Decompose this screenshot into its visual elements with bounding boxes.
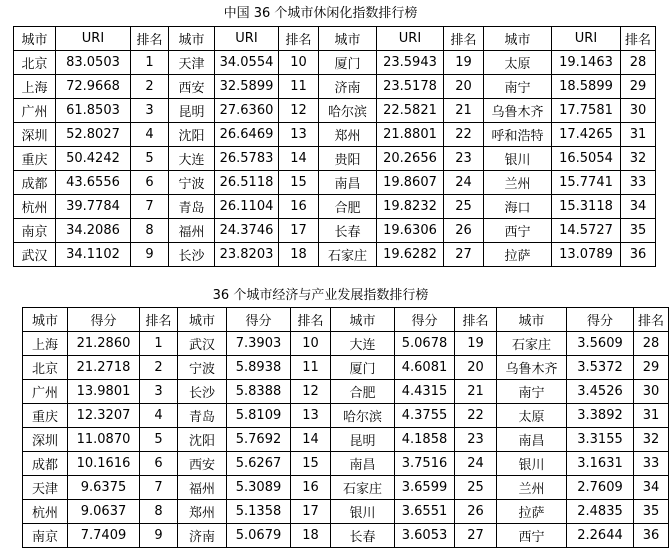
city-cell: 南宁 xyxy=(484,75,552,99)
column-header: 得分 xyxy=(395,308,455,332)
city-cell: 南昌 xyxy=(319,171,377,195)
city-cell: 深圳 xyxy=(14,123,56,147)
table-row xyxy=(14,51,656,75)
score-cell: 13.0789 xyxy=(552,243,621,267)
score-cell: 5.0679 xyxy=(227,524,291,548)
city-cell: 天津 xyxy=(169,51,215,75)
column-header: 城市 xyxy=(331,308,395,332)
column-header: 排名 xyxy=(634,308,669,332)
score-cell: 19.8607 xyxy=(377,171,444,195)
city-cell: 西安 xyxy=(178,452,227,476)
city-cell: 杭州 xyxy=(23,500,68,524)
rank-cell: 8 xyxy=(140,500,178,524)
column-header: 得分 xyxy=(68,308,140,332)
city-cell: 合肥 xyxy=(331,380,395,404)
score-cell: 10.1616 xyxy=(68,452,140,476)
score-cell: 43.6556 xyxy=(56,171,131,195)
city-cell: 长沙 xyxy=(178,380,227,404)
score-cell: 26.6469 xyxy=(215,123,279,147)
column-header: 得分 xyxy=(567,308,634,332)
rank-cell: 7 xyxy=(131,195,169,219)
table-row xyxy=(23,524,669,548)
city-cell: 郑州 xyxy=(178,500,227,524)
score-cell: 2.7609 xyxy=(567,476,634,500)
score-cell: 3.4526 xyxy=(567,380,634,404)
city-cell: 深圳 xyxy=(23,428,68,452)
city-cell: 武汉 xyxy=(178,332,227,356)
city-cell: 北京 xyxy=(23,356,68,380)
city-cell: 福州 xyxy=(169,219,215,243)
column-header: 城市 xyxy=(484,27,552,51)
rank-cell: 13 xyxy=(279,123,319,147)
rank-cell: 17 xyxy=(291,500,331,524)
city-cell: 昆明 xyxy=(169,99,215,123)
score-cell: 5.8938 xyxy=(227,356,291,380)
column-header: 排名 xyxy=(621,27,656,51)
rank-cell: 18 xyxy=(279,243,319,267)
rank-cell: 11 xyxy=(291,356,331,380)
score-cell: 4.3755 xyxy=(395,404,455,428)
rank-cell: 27 xyxy=(444,243,484,267)
rank-cell: 36 xyxy=(634,524,669,548)
score-cell: 72.9668 xyxy=(56,75,131,99)
table-row xyxy=(14,75,656,99)
rank-cell: 25 xyxy=(444,195,484,219)
rank-cell: 15 xyxy=(291,452,331,476)
table-row xyxy=(14,99,656,123)
score-cell: 5.8388 xyxy=(227,380,291,404)
city-cell: 重庆 xyxy=(23,404,68,428)
score-cell: 21.2860 xyxy=(68,332,140,356)
score-cell: 20.2656 xyxy=(377,147,444,171)
city-cell: 大连 xyxy=(169,147,215,171)
city-cell: 哈尔滨 xyxy=(331,404,395,428)
city-cell: 西安 xyxy=(169,75,215,99)
rank-cell: 10 xyxy=(279,51,319,75)
rank-cell: 26 xyxy=(455,500,497,524)
rank-cell: 17 xyxy=(279,219,319,243)
column-header: URI xyxy=(552,27,621,51)
city-cell: 哈尔滨 xyxy=(319,99,377,123)
score-cell: 9.0637 xyxy=(68,500,140,524)
city-cell: 乌鲁木齐 xyxy=(484,99,552,123)
city-cell: 青岛 xyxy=(178,404,227,428)
city-cell: 宁波 xyxy=(169,171,215,195)
city-cell: 太原 xyxy=(484,51,552,75)
column-header: 城市 xyxy=(169,27,215,51)
city-cell: 拉萨 xyxy=(484,243,552,267)
city-cell: 长沙 xyxy=(169,243,215,267)
table-row xyxy=(23,476,669,500)
column-header: URI xyxy=(56,27,131,51)
rank-cell: 24 xyxy=(444,171,484,195)
rank-cell: 34 xyxy=(634,476,669,500)
city-cell: 石家庄 xyxy=(331,476,395,500)
city-cell: 成都 xyxy=(23,452,68,476)
rank-cell: 6 xyxy=(140,452,178,476)
column-header: 排名 xyxy=(291,308,331,332)
rank-cell: 32 xyxy=(621,147,656,171)
rank-cell: 19 xyxy=(444,51,484,75)
score-cell: 23.8203 xyxy=(215,243,279,267)
rank-cell: 30 xyxy=(621,99,656,123)
score-cell: 2.2644 xyxy=(567,524,634,548)
table-row xyxy=(14,147,656,171)
score-cell: 9.6375 xyxy=(68,476,140,500)
table-row xyxy=(23,332,669,356)
rank-cell: 32 xyxy=(634,428,669,452)
city-cell: 上海 xyxy=(23,332,68,356)
city-cell: 济南 xyxy=(319,75,377,99)
city-cell: 银川 xyxy=(497,452,567,476)
score-cell: 4.1858 xyxy=(395,428,455,452)
city-cell: 济南 xyxy=(178,524,227,548)
table-row xyxy=(23,404,669,428)
city-cell: 广州 xyxy=(23,380,68,404)
score-cell: 3.3155 xyxy=(567,428,634,452)
score-cell: 4.6081 xyxy=(395,356,455,380)
rank-cell: 6 xyxy=(131,171,169,195)
city-cell: 成都 xyxy=(14,171,56,195)
score-cell: 24.3746 xyxy=(215,219,279,243)
score-cell: 34.2086 xyxy=(56,219,131,243)
score-cell: 5.7692 xyxy=(227,428,291,452)
rank-cell: 12 xyxy=(279,99,319,123)
score-cell: 19.8232 xyxy=(377,195,444,219)
score-cell: 15.3118 xyxy=(552,195,621,219)
rank-cell: 25 xyxy=(455,476,497,500)
rank-cell: 14 xyxy=(279,147,319,171)
rank-cell: 30 xyxy=(634,380,669,404)
city-cell: 上海 xyxy=(14,75,56,99)
city-cell: 沈阳 xyxy=(178,428,227,452)
rank-cell: 9 xyxy=(131,243,169,267)
score-cell: 32.5899 xyxy=(215,75,279,99)
score-cell: 15.7741 xyxy=(552,171,621,195)
rank-cell: 16 xyxy=(291,476,331,500)
rank-cell: 31 xyxy=(621,123,656,147)
score-cell: 34.1102 xyxy=(56,243,131,267)
column-header: URI xyxy=(377,27,444,51)
rank-cell: 29 xyxy=(634,356,669,380)
column-header: 排名 xyxy=(279,27,319,51)
rank-cell: 31 xyxy=(634,404,669,428)
score-cell: 3.1631 xyxy=(567,452,634,476)
city-cell: 沈阳 xyxy=(169,123,215,147)
city-cell: 广州 xyxy=(14,99,56,123)
score-cell: 7.3903 xyxy=(227,332,291,356)
score-cell: 5.8109 xyxy=(227,404,291,428)
score-cell: 2.4835 xyxy=(567,500,634,524)
score-cell: 39.7784 xyxy=(56,195,131,219)
header-row xyxy=(14,27,656,51)
table2-title: 36 个城市经济与产业发展指数排行榜 xyxy=(212,288,429,303)
rank-cell: 4 xyxy=(140,404,178,428)
score-cell: 19.6306 xyxy=(377,219,444,243)
column-header: 城市 xyxy=(497,308,567,332)
rank-cell: 29 xyxy=(621,75,656,99)
score-cell: 4.4315 xyxy=(395,380,455,404)
rank-cell: 22 xyxy=(444,123,484,147)
city-cell: 银川 xyxy=(484,147,552,171)
city-cell: 兰州 xyxy=(484,171,552,195)
score-cell: 26.1104 xyxy=(215,195,279,219)
rank-cell: 28 xyxy=(621,51,656,75)
city-cell: 杭州 xyxy=(14,195,56,219)
table1-title: 中国 36 个城市休闲化指数排行榜 xyxy=(223,6,418,21)
city-cell: 银川 xyxy=(331,500,395,524)
score-cell: 5.1358 xyxy=(227,500,291,524)
score-cell: 23.5178 xyxy=(377,75,444,99)
rank-cell: 22 xyxy=(455,404,497,428)
city-cell: 石家庄 xyxy=(319,243,377,267)
city-cell: 青岛 xyxy=(169,195,215,219)
city-cell: 郑州 xyxy=(319,123,377,147)
rank-cell: 9 xyxy=(140,524,178,548)
city-cell: 南宁 xyxy=(497,380,567,404)
score-cell: 61.8503 xyxy=(56,99,131,123)
rank-cell: 1 xyxy=(131,51,169,75)
rank-cell: 20 xyxy=(444,75,484,99)
score-cell: 11.0870 xyxy=(68,428,140,452)
score-cell: 3.6053 xyxy=(395,524,455,548)
column-header: 排名 xyxy=(131,27,169,51)
score-cell: 3.6551 xyxy=(395,500,455,524)
rank-cell: 4 xyxy=(131,123,169,147)
city-cell: 天津 xyxy=(23,476,68,500)
rank-cell: 35 xyxy=(634,500,669,524)
rank-cell: 3 xyxy=(131,99,169,123)
rank-cell: 34 xyxy=(621,195,656,219)
city-cell: 大连 xyxy=(331,332,395,356)
column-header: URI xyxy=(215,27,279,51)
column-header: 城市 xyxy=(14,27,56,51)
table-row xyxy=(23,428,669,452)
economy-index-table xyxy=(22,307,669,548)
score-cell: 34.0554 xyxy=(215,51,279,75)
rank-cell: 13 xyxy=(291,404,331,428)
score-cell: 7.7409 xyxy=(68,524,140,548)
rank-cell: 35 xyxy=(621,219,656,243)
rank-cell: 5 xyxy=(140,428,178,452)
score-cell: 17.7581 xyxy=(552,99,621,123)
rank-cell: 12 xyxy=(291,380,331,404)
score-cell: 5.6267 xyxy=(227,452,291,476)
table-row xyxy=(23,500,669,524)
city-cell: 呼和浩特 xyxy=(484,123,552,147)
score-cell: 19.6282 xyxy=(377,243,444,267)
table-row xyxy=(14,243,656,267)
rank-cell: 11 xyxy=(279,75,319,99)
column-header: 排名 xyxy=(455,308,497,332)
rank-cell: 26 xyxy=(444,219,484,243)
city-cell: 南京 xyxy=(23,524,68,548)
city-cell: 太原 xyxy=(497,404,567,428)
table-row xyxy=(23,452,669,476)
rank-cell: 18 xyxy=(291,524,331,548)
score-cell: 17.4265 xyxy=(552,123,621,147)
table-row xyxy=(14,195,656,219)
score-cell: 5.3089 xyxy=(227,476,291,500)
city-cell: 重庆 xyxy=(14,147,56,171)
rank-cell: 21 xyxy=(444,99,484,123)
column-header: 城市 xyxy=(23,308,68,332)
rank-cell: 3 xyxy=(140,380,178,404)
city-cell: 西宁 xyxy=(484,219,552,243)
score-cell: 26.5118 xyxy=(215,171,279,195)
city-cell: 武汉 xyxy=(14,243,56,267)
column-header: 得分 xyxy=(227,308,291,332)
city-cell: 南昌 xyxy=(497,428,567,452)
city-cell: 长春 xyxy=(319,219,377,243)
city-cell: 昆明 xyxy=(331,428,395,452)
city-cell: 拉萨 xyxy=(497,500,567,524)
city-cell: 兰州 xyxy=(497,476,567,500)
rank-cell: 33 xyxy=(634,452,669,476)
rank-cell: 15 xyxy=(279,171,319,195)
rank-cell: 28 xyxy=(634,332,669,356)
rank-cell: 20 xyxy=(455,356,497,380)
rank-cell: 27 xyxy=(455,524,497,548)
rank-cell: 1 xyxy=(140,332,178,356)
score-cell: 83.0503 xyxy=(56,51,131,75)
city-cell: 厦门 xyxy=(331,356,395,380)
city-cell: 南京 xyxy=(14,219,56,243)
rank-cell: 8 xyxy=(131,219,169,243)
score-cell: 3.7516 xyxy=(395,452,455,476)
rank-cell: 33 xyxy=(621,171,656,195)
city-cell: 合肥 xyxy=(319,195,377,219)
city-cell: 福州 xyxy=(178,476,227,500)
score-cell: 14.5727 xyxy=(552,219,621,243)
column-header: 排名 xyxy=(444,27,484,51)
score-cell: 3.5609 xyxy=(567,332,634,356)
city-cell: 石家庄 xyxy=(497,332,567,356)
table-row xyxy=(14,219,656,243)
score-cell: 52.8027 xyxy=(56,123,131,147)
column-header: 城市 xyxy=(178,308,227,332)
score-cell: 13.9801 xyxy=(68,380,140,404)
city-cell: 北京 xyxy=(14,51,56,75)
rank-cell: 23 xyxy=(444,147,484,171)
rank-cell: 16 xyxy=(279,195,319,219)
rank-cell: 36 xyxy=(621,243,656,267)
score-cell: 22.5821 xyxy=(377,99,444,123)
city-cell: 南昌 xyxy=(331,452,395,476)
score-cell: 12.3207 xyxy=(68,404,140,428)
city-cell: 宁波 xyxy=(178,356,227,380)
score-cell: 23.5943 xyxy=(377,51,444,75)
table-row xyxy=(23,356,669,380)
rank-cell: 10 xyxy=(291,332,331,356)
city-cell: 乌鲁木齐 xyxy=(497,356,567,380)
city-cell: 长春 xyxy=(331,524,395,548)
rank-cell: 5 xyxy=(131,147,169,171)
leisure-index-table xyxy=(13,26,656,267)
score-cell: 5.0678 xyxy=(395,332,455,356)
column-header: 排名 xyxy=(140,308,178,332)
score-cell: 21.2718 xyxy=(68,356,140,380)
table-row xyxy=(14,123,656,147)
header-row xyxy=(23,308,669,332)
city-cell: 海口 xyxy=(484,195,552,219)
score-cell: 18.5899 xyxy=(552,75,621,99)
city-cell: 西宁 xyxy=(497,524,567,548)
table-row xyxy=(14,171,656,195)
city-cell: 厦门 xyxy=(319,51,377,75)
score-cell: 27.6360 xyxy=(215,99,279,123)
city-cell: 贵阳 xyxy=(319,147,377,171)
score-cell: 19.1463 xyxy=(552,51,621,75)
rank-cell: 19 xyxy=(455,332,497,356)
rank-cell: 2 xyxy=(131,75,169,99)
column-header: 城市 xyxy=(319,27,377,51)
score-cell: 26.5783 xyxy=(215,147,279,171)
rank-cell: 24 xyxy=(455,452,497,476)
table-row xyxy=(23,380,669,404)
rank-cell: 21 xyxy=(455,380,497,404)
rank-cell: 23 xyxy=(455,428,497,452)
rank-cell: 14 xyxy=(291,428,331,452)
rank-cell: 7 xyxy=(140,476,178,500)
score-cell: 3.3892 xyxy=(567,404,634,428)
rank-cell: 2 xyxy=(140,356,178,380)
score-cell: 3.5372 xyxy=(567,356,634,380)
score-cell: 3.6599 xyxy=(395,476,455,500)
score-cell: 16.5054 xyxy=(552,147,621,171)
score-cell: 21.8801 xyxy=(377,123,444,147)
score-cell: 50.4242 xyxy=(56,147,131,171)
